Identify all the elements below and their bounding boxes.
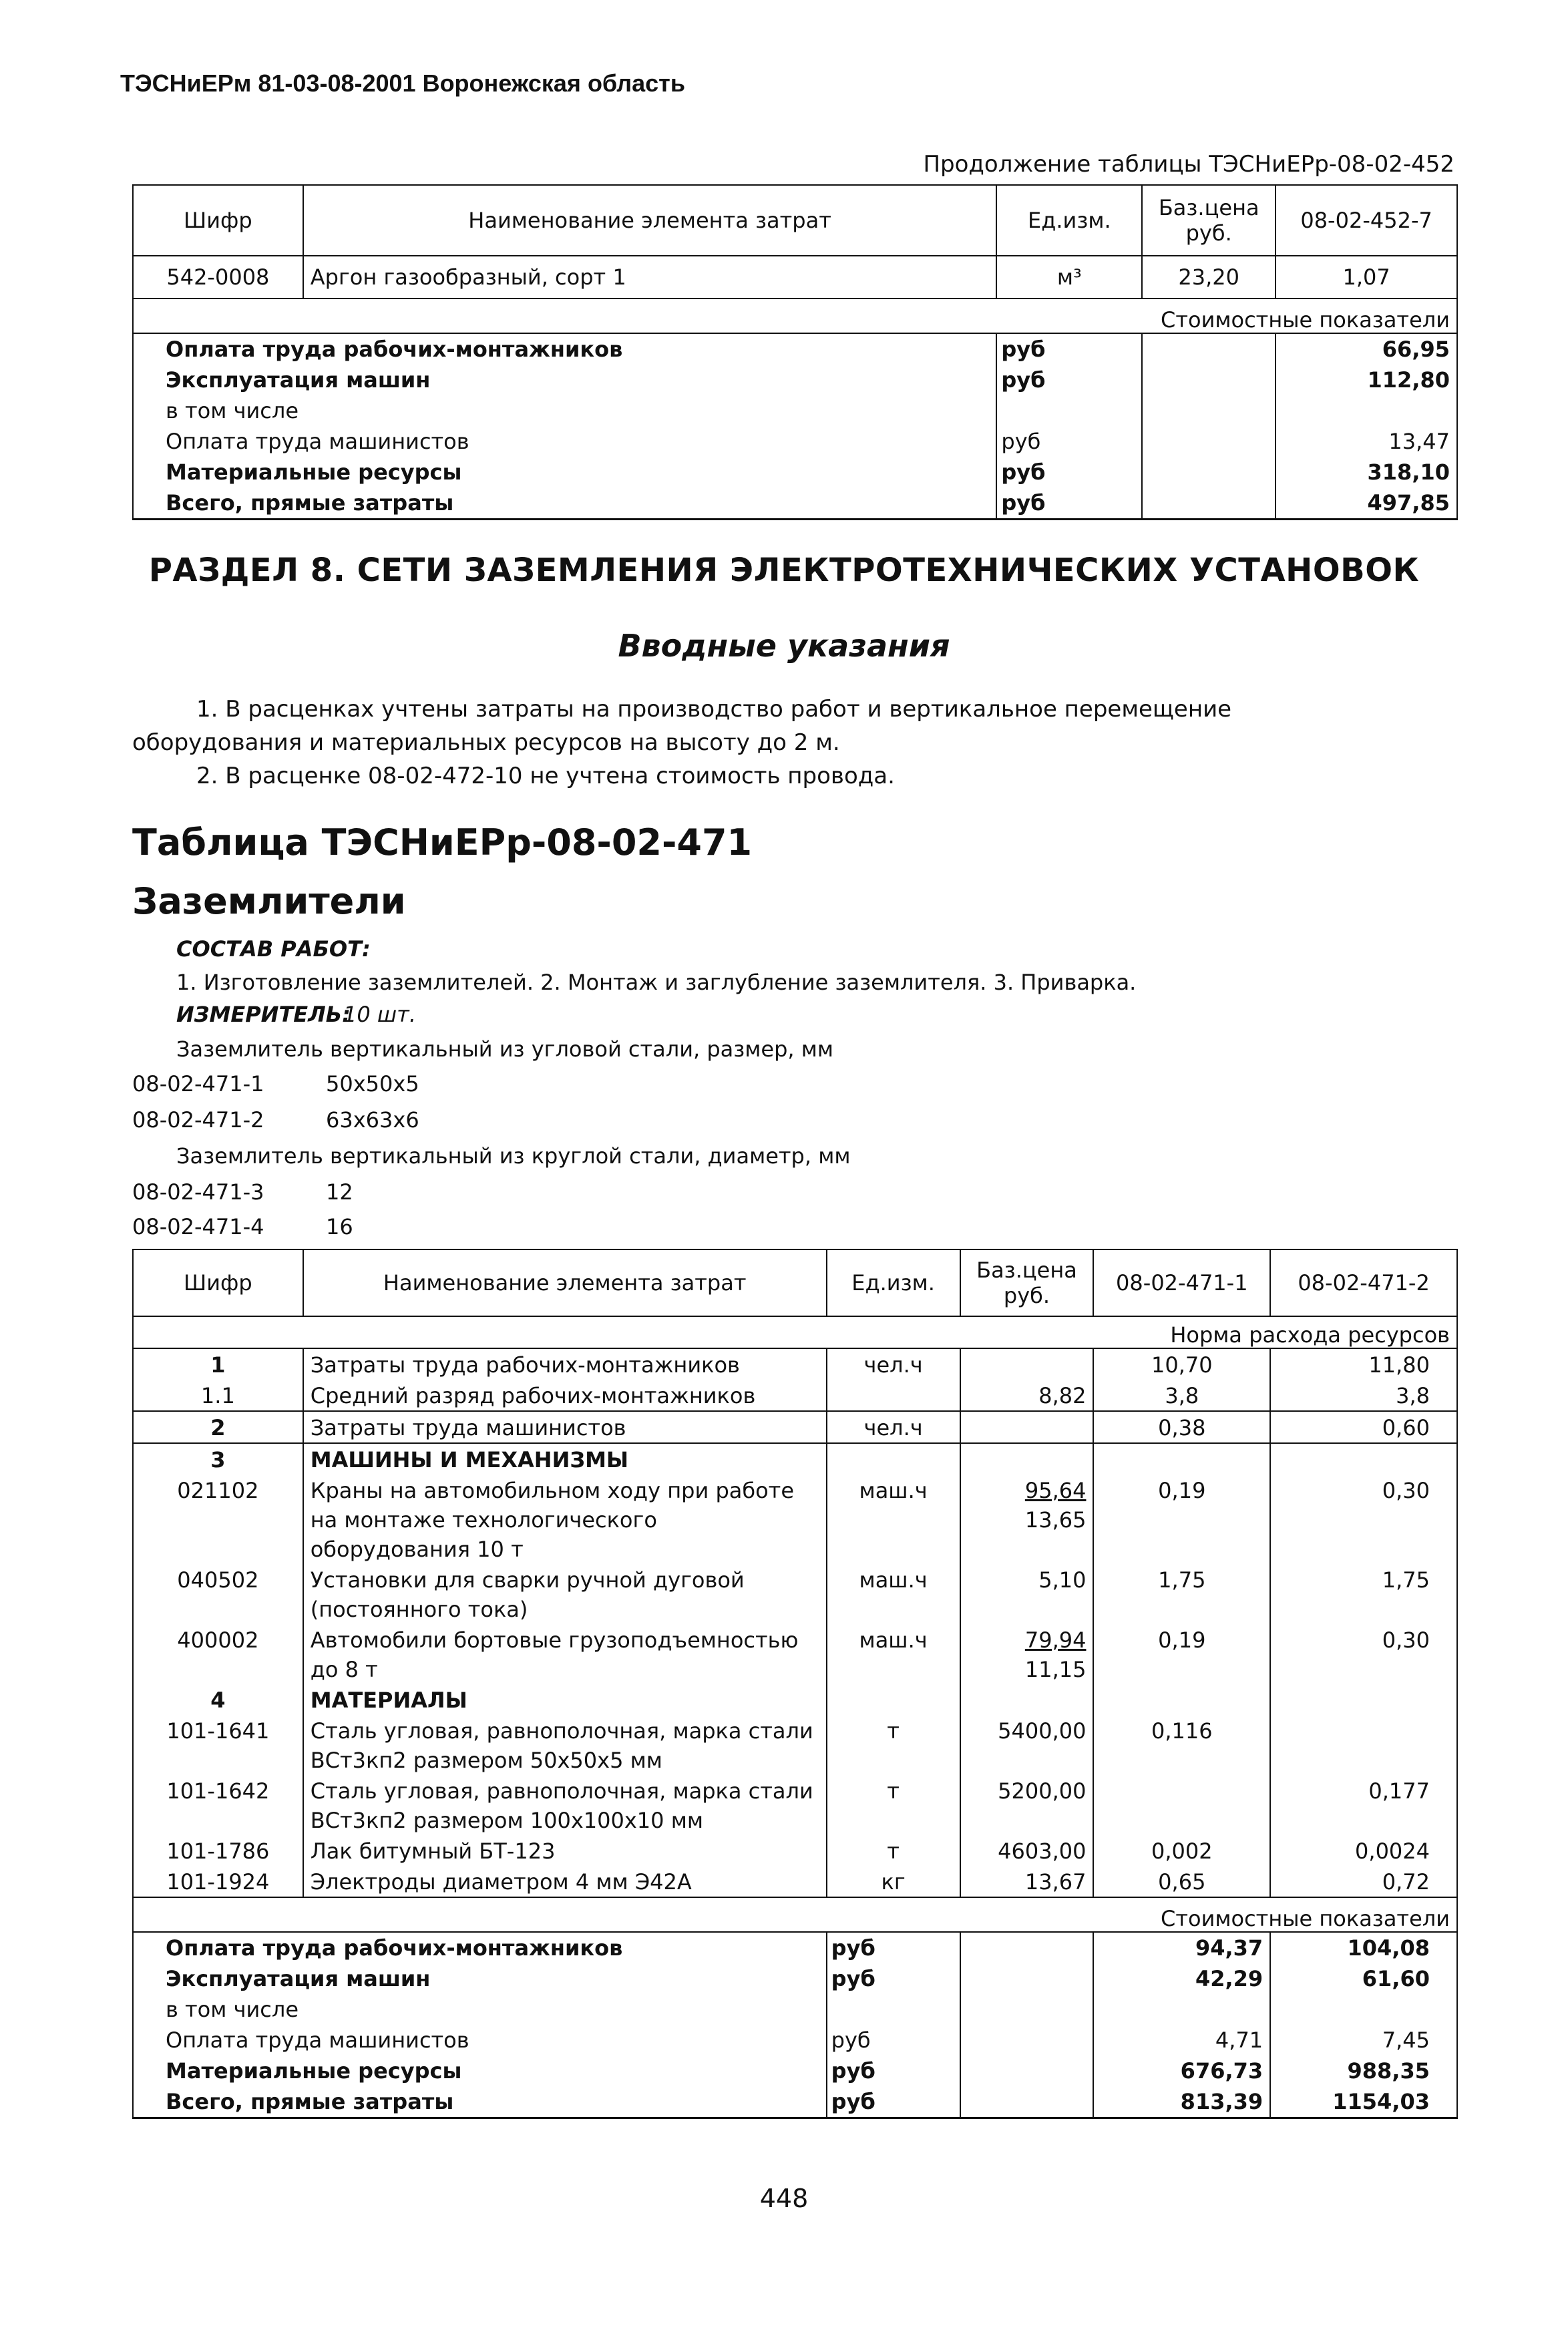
row-price (960, 1564, 1094, 1624)
cost-rows (133, 1932, 1457, 2118)
group-title: Заземлитель вертикальный из круглой стали, диаметр, мм (176, 1143, 851, 1169)
cost-value (1276, 395, 1457, 426)
row-value-2: 0,30 (1270, 1475, 1457, 1564)
header-unit: Ед.изм. (996, 185, 1142, 256)
row-value-2: 0,177 (1270, 1775, 1457, 1835)
cost-row (133, 333, 1457, 365)
running-header: ТЭСНиЕРм 81-03-08-2001 Воронежская область (120, 69, 685, 97)
header-name: Наименование элемента затрат (303, 185, 997, 256)
cost-unit: руб (996, 488, 1142, 520)
row-price (960, 1348, 1094, 1380)
row-price-value: 5400,00 (998, 1718, 1087, 1744)
row-price (960, 1475, 1094, 1564)
cost-unit: руб (996, 365, 1142, 395)
row-unit: маш.ч (827, 1624, 960, 1684)
cost-row (133, 1932, 1457, 1963)
header-code: Шифр (133, 185, 303, 256)
cost-row (133, 2056, 1457, 2086)
table-row (133, 1715, 1457, 1775)
cost-indicators-label: Стоимостные показатели (133, 1897, 1457, 1932)
row-price-value: 8,82 (1038, 1383, 1087, 1408)
table-08-02-471 (132, 1249, 1458, 2119)
row-unit (827, 1443, 960, 1475)
row-price (960, 1624, 1094, 1684)
cost-value-2: 1154,03 (1270, 2086, 1457, 2118)
header-price: Баз.цена руб. (960, 1249, 1094, 1316)
row-value-1: 10,70 (1093, 1348, 1270, 1380)
row-value-2: 0,30 (1270, 1624, 1457, 1684)
row-unit: т (827, 1715, 960, 1775)
cost-empty (1142, 395, 1276, 426)
cost-value-1: 4,71 (1093, 2025, 1270, 2056)
cost-label: Оплата труда рабочих-монтажников (133, 1932, 827, 1963)
item-code: 08-02-471-3 (132, 1179, 264, 1205)
row-name: Средний разряд рабочих-монтажников (303, 1380, 827, 1411)
cost-empty (960, 2086, 1094, 2118)
table-row (133, 1624, 1457, 1684)
header-price: Баз.цена руб. (1142, 185, 1276, 256)
cost-label: в том числе (133, 1994, 827, 2025)
row-unit: м³ (996, 256, 1142, 299)
cost-row (133, 395, 1457, 426)
cost-empty (960, 2056, 1094, 2086)
row-code: 542-0008 (133, 256, 303, 299)
cost-empty (960, 1963, 1094, 1994)
row-name: Краны на автомобильном ходу при работе на монтаже технологического оборудования 10 т (303, 1475, 827, 1564)
cost-label: Всего, прямые затраты (133, 488, 996, 520)
row-value-1 (1093, 1443, 1270, 1475)
row-value-1: 3,8 (1093, 1380, 1270, 1411)
cost-empty (1142, 333, 1276, 365)
table-header-row (133, 1249, 1457, 1316)
table-row (133, 1564, 1457, 1624)
cost-row (133, 1994, 1457, 2025)
table-subtitle: Заземлители (132, 880, 406, 922)
cost-label: Оплата труда машинистов (133, 426, 996, 457)
meter-label: ИЗМЕРИТЕЛЬ: (176, 1002, 351, 1027)
norm-row (133, 1316, 1457, 1348)
cost-value-2: 104,08 (1270, 1932, 1457, 1963)
row-name: МАШИНЫ И МЕХАНИЗМЫ (303, 1443, 827, 1475)
cost-unit: руб (827, 1932, 960, 1963)
row-value-2 (1270, 1443, 1457, 1475)
row-value-1 (1093, 1684, 1270, 1715)
row-value-1: 0,002 (1093, 1835, 1270, 1866)
intro-title: Вводные указания (618, 628, 950, 664)
row-price (960, 1443, 1094, 1475)
row-name: Сталь угловая, равнополочная, марка стали ВСт3кп2 размером 100х100х10 мм (303, 1775, 827, 1835)
cost-empty (960, 2025, 1094, 2056)
table-row (133, 256, 1457, 299)
list-item (132, 1107, 419, 1133)
item-value: 12 (326, 1179, 353, 1205)
work-composition-label: СОСТАВ РАБОТ: (176, 936, 371, 962)
table-row (133, 1775, 1457, 1835)
cost-value: 66,95 (1276, 333, 1457, 365)
row-unit: чел.ч (827, 1411, 960, 1443)
section-row (133, 299, 1457, 333)
list-item (132, 1214, 353, 1239)
row-value-1: 0,19 (1093, 1624, 1270, 1684)
row-code: 1.1 (133, 1380, 303, 1411)
row-name: Электроды диаметром 4 мм Э42А (303, 1866, 827, 1897)
row-unit: маш.ч (827, 1564, 960, 1624)
row-price-value: 4603,00 (998, 1838, 1087, 1864)
cost-value-1: 94,37 (1093, 1932, 1270, 1963)
cost-label: в том числе (133, 395, 996, 426)
row-price (960, 1684, 1094, 1715)
header-unit: Ед.изм. (827, 1249, 960, 1316)
continuation-caption: Продолжение таблицы ТЭСНиЕРр-08-02-452 (923, 151, 1454, 178)
row-unit (827, 1380, 960, 1411)
row-code: 101-1641 (133, 1715, 303, 1775)
header-rate-2: 08-02-471-2 (1270, 1249, 1457, 1316)
row-unit: т (827, 1835, 960, 1866)
table-row (133, 1866, 1457, 1897)
item-code: 08-02-471-1 (132, 1071, 264, 1097)
row-code: 101-1786 (133, 1835, 303, 1866)
cost-value-2 (1270, 1994, 1457, 2025)
row-price (960, 1380, 1094, 1411)
intro-paragraph-2: 2. В расценке 08-02-472-10 не учтена стоимость провода. (196, 763, 895, 789)
row-code: 021102 (133, 1475, 303, 1564)
row-name: Автомобили бортовые грузоподъемностью до 8 т (303, 1624, 827, 1684)
cost-label: Оплата труда рабочих-монтажников (133, 333, 996, 365)
row-value-2: 0,0024 (1270, 1835, 1457, 1866)
table-row (133, 1475, 1457, 1564)
work-composition-text: 1. Изготовление заземлителей. 2. Монтаж и заглубление заземлителя. 3. Приварка. (176, 970, 1137, 995)
row-name: Сталь угловая, равнополочная, марка стали ВСт3кп2 размером 50х50х5 мм (303, 1715, 827, 1775)
cost-label: Всего, прямые затраты (133, 2086, 827, 2118)
cost-row (133, 1963, 1457, 1994)
row-name: МАТЕРИАЛЫ (303, 1684, 827, 1715)
cost-label: Материальные ресурсы (133, 2056, 827, 2086)
cost-unit: руб (827, 2056, 960, 2086)
row-value-2: 3,8 (1270, 1380, 1457, 1411)
cost-value: 112,80 (1276, 365, 1457, 395)
header-rate-1: 08-02-471-1 (1093, 1249, 1270, 1316)
cost-empty (960, 1994, 1094, 2025)
cost-row (133, 488, 1457, 520)
cost-row (133, 2025, 1457, 2056)
cost-label: Эксплуатация машин (133, 365, 996, 395)
table-row (133, 1411, 1457, 1443)
cost-unit: руб (827, 2025, 960, 2056)
row-name: Затраты труда машинистов (303, 1411, 827, 1443)
table-08-02-452-continuation (132, 184, 1458, 520)
cost-value-1: 813,39 (1093, 2086, 1270, 2118)
row-price (960, 1866, 1094, 1897)
section-title: РАЗДЕЛ 8. СЕТИ ЗАЗЕМЛЕНИЯ ЭЛЕКТРОТЕХНИЧЕСКИХ УСТАНОВОК (148, 552, 1420, 589)
cost-label: Оплата труда машинистов (133, 2025, 827, 2056)
cost-value: 497,85 (1276, 488, 1457, 520)
section-row (133, 1897, 1457, 1932)
row-price-machinist: 13,65 (1024, 1507, 1087, 1533)
resource-rows (133, 1348, 1457, 1897)
row-value-1: 0,19 (1093, 1475, 1270, 1564)
cost-unit: руб (827, 2086, 960, 2118)
row-unit: т (827, 1775, 960, 1835)
cost-value-1 (1093, 1994, 1270, 2025)
cost-unit (827, 1994, 960, 2025)
cost-indicators-label: Стоимостные показатели (133, 299, 1457, 333)
row-price-machinist: 11,15 (1024, 1657, 1087, 1682)
row-value-2: 11,80 (1270, 1348, 1457, 1380)
cost-value-2: 988,35 (1270, 2056, 1457, 2086)
row-value-1: 0,65 (1093, 1866, 1270, 1897)
row-value-1: 0,38 (1093, 1411, 1270, 1443)
intro-paragraph-1-line-2: оборудования и материальных ресурсов на высоту до 2 м. (132, 729, 840, 756)
cost-label: Эксплуатация машин (133, 1963, 827, 1994)
intro-paragraph-1-line-1: 1. В расценках учтены затраты на производство работ и вертикальное перемещение (196, 696, 1232, 723)
item-value: 50х50х5 (326, 1071, 419, 1097)
row-price-value: 5,10 (1038, 1567, 1087, 1593)
cost-value-1: 42,29 (1093, 1963, 1270, 1994)
cost-row (133, 457, 1457, 488)
cost-unit: руб (996, 426, 1142, 457)
table-row (133, 1443, 1457, 1475)
table-header-row (133, 185, 1457, 256)
row-name: Затраты труда рабочих-монтажников (303, 1348, 827, 1380)
row-value-2 (1270, 1684, 1457, 1715)
page-number: 448 (759, 2184, 809, 2213)
group-title: Заземлитель вертикальный из угловой стали, размер, мм (176, 1036, 834, 1062)
row-price (960, 1411, 1094, 1443)
table-row (133, 1380, 1457, 1411)
row-value-2: 1,75 (1270, 1564, 1457, 1624)
cost-empty (1142, 365, 1276, 395)
list-item (132, 1071, 419, 1097)
row-value-1: 1,75 (1093, 1564, 1270, 1624)
cost-value-1: 676,73 (1093, 2056, 1270, 2086)
list-item (132, 1179, 353, 1205)
row-code: 040502 (133, 1564, 303, 1624)
cost-value: 13,47 (1276, 426, 1457, 457)
cost-value: 318,10 (1276, 457, 1457, 488)
norm-label: Норма расхода ресурсов (133, 1316, 1457, 1348)
row-price-value: 5200,00 (998, 1778, 1087, 1804)
cost-empty (1142, 457, 1276, 488)
table-row (133, 1835, 1457, 1866)
row-unit: маш.ч (827, 1475, 960, 1564)
row-value-2: 0,60 (1270, 1411, 1457, 1443)
cost-unit: руб (827, 1963, 960, 1994)
row-price (960, 1835, 1094, 1866)
cost-unit: руб (996, 333, 1142, 365)
row-name: Установки для сварки ручной дуговой (постоянного тока) (303, 1564, 827, 1624)
cost-value-2: 7,45 (1270, 2025, 1457, 2056)
header-name: Наименование элемента затрат (303, 1249, 827, 1316)
meter-value: 10 шт. (343, 1002, 416, 1027)
header-rate: 08-02-452-7 (1276, 185, 1457, 256)
row-code: 2 (133, 1411, 303, 1443)
row-value-1: 0,116 (1093, 1715, 1270, 1775)
cost-label: Материальные ресурсы (133, 457, 996, 488)
cost-row (133, 365, 1457, 395)
row-code: 4 (133, 1684, 303, 1715)
table-row (133, 1684, 1457, 1715)
cost-empty (960, 1932, 1094, 1963)
cost-row (133, 426, 1457, 457)
row-price-value: 13,67 (1024, 1869, 1087, 1895)
row-name: Аргон газообразный, сорт 1 (303, 256, 997, 299)
row-price (960, 1715, 1094, 1775)
row-value-2: 0,72 (1270, 1866, 1457, 1897)
row-code: 1 (133, 1348, 303, 1380)
row-price-value: 95,64 (1024, 1478, 1087, 1503)
item-value: 16 (326, 1214, 353, 1239)
row-value-1 (1093, 1775, 1270, 1835)
row-value: 1,07 (1276, 256, 1457, 299)
row-code: 400002 (133, 1624, 303, 1684)
header-code: Шифр (133, 1249, 303, 1316)
row-code: 101-1924 (133, 1866, 303, 1897)
cost-unit (996, 395, 1142, 426)
row-code: 3 (133, 1443, 303, 1475)
cost-empty (1142, 426, 1276, 457)
row-unit (827, 1684, 960, 1715)
table-title: Таблица ТЭСНиЕРр-08-02-471 (132, 821, 753, 863)
cost-unit: руб (996, 457, 1142, 488)
row-name: Лак битумный БТ-123 (303, 1835, 827, 1866)
cost-value-2: 61,60 (1270, 1963, 1457, 1994)
row-code: 101-1642 (133, 1775, 303, 1835)
row-value-2 (1270, 1715, 1457, 1775)
row-price (960, 1775, 1094, 1835)
row-price: 23,20 (1142, 256, 1276, 299)
item-code: 08-02-471-2 (132, 1107, 264, 1133)
cost-row (133, 2086, 1457, 2118)
row-price-value: 79,94 (1024, 1627, 1087, 1653)
item-code: 08-02-471-4 (132, 1214, 264, 1239)
row-unit: чел.ч (827, 1348, 960, 1380)
cost-empty (1142, 488, 1276, 520)
item-value: 63х63х6 (326, 1107, 419, 1133)
row-unit: кг (827, 1866, 960, 1897)
table-row (133, 1348, 1457, 1380)
